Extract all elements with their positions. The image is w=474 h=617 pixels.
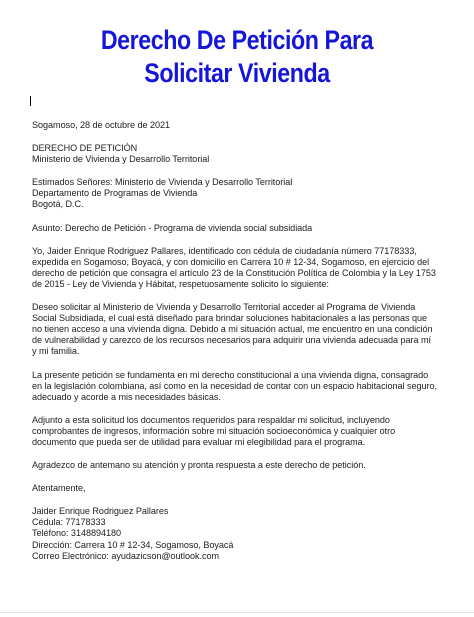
signature-address: Dirección: Carrera 10 # 12-34, Sogamoso, Boyacá <box>32 539 234 550</box>
paragraph-line: La presente petición se fundamenta en mi derecho constitucional a una vivienda digna, consagrado <box>32 369 429 380</box>
salutation-block <box>32 177 452 210</box>
letter-ministry: Ministerio de Vivienda y Desarrollo Territorial <box>32 154 210 165</box>
paragraph-line: en la legislación colombiana, así como en la necesidad de contar con un espacio habitacional seguro, <box>32 380 437 391</box>
title-line-2: Solicitar Vivienda <box>144 58 330 88</box>
salutation-line: Departamento de Programas de Vivienda <box>32 188 198 199</box>
signature-block <box>32 506 452 561</box>
paragraph-line: adecuado y acorde a mis necesidades básicas. <box>32 391 221 402</box>
paragraph-line: Social Subsidiada, el cual está diseñado para brindar soluciones habitacionales a las personas que <box>32 313 427 324</box>
signature-phone: Teléfono: 3148894180 <box>32 528 122 539</box>
paragraph-2 <box>32 302 452 357</box>
paragraph-line: de vulnerabilidad y carezco de los recursos necesarios para adquirir una vivienda adecuada para mí <box>32 335 431 346</box>
paragraph-1 <box>32 246 452 290</box>
salutation-line: Estimados Señores: Ministerio de Vivienda y Desarrollo Territorial <box>32 177 293 188</box>
paragraph-line: de 2015 - Ley de Vivienda y Hábitat, respetuosamente solicito lo siguiente: <box>32 278 329 289</box>
letter-body[interactable] <box>32 120 452 562</box>
paragraph-line: Deseo solicitar al Ministerio de Vivienda y Desarrollo Territorial acceder al Programa de Vivienda <box>32 302 416 313</box>
salutation-line: Bogotá, D.C. <box>32 199 84 210</box>
letter-heading: DERECHO DE PETICIÓN <box>32 143 138 154</box>
paragraph-line: y mi familia. <box>32 346 80 357</box>
signature-email: Correo Electrónico: ayudazicson@outlook.com <box>32 550 220 561</box>
letter-closing: Atentamente, <box>32 483 86 494</box>
paragraph-line: Yo, Jaider Enrique Rodriguez Pallares, identificado con cédula de ciudadanía número 77178333, <box>32 245 417 256</box>
paragraph-line: no tienen acceso a una vivienda digna. Debido a mi situación actual, me encuentro en una condición <box>32 324 433 335</box>
paragraph-line: expedida en Sogamoso, Boyacá, y con domicilio en Carrera 10 # 12-34, Sogamoso, en ejercicio del <box>32 256 430 267</box>
title-line-1: Derecho De Petición Para <box>100 25 374 55</box>
paragraph-line: documento que pueda ser de utilidad para evaluar mi elegibilidad para el programa. <box>32 436 366 447</box>
text-cursor[interactable] <box>30 96 31 106</box>
letter-date: Sogamoso, 28 de octubre de 2021 <box>32 120 170 130</box>
signature-id: Cédula: 77178333 <box>32 517 106 528</box>
document-title <box>33 24 441 90</box>
paragraph-5: Agradezco de antemano su atención y pronta respuesta a este derecho de petición. <box>32 460 366 471</box>
paragraph-line: derecho de petición que consagra el artículo 23 de la Constitución Política de Colombia y la Ley 1753 <box>32 267 436 278</box>
paragraph-line: comprobantes de ingresos, información sobre mi situación socioeconómica y cualquier otro <box>32 425 396 436</box>
page-bottom-divider <box>0 612 474 613</box>
paragraph-3 <box>32 370 452 403</box>
letter-subject: Asunto: Derecho de Petición - Programa de vivienda social subsidiada <box>32 222 313 233</box>
signature-name: Jaider Enrique Rodriguez Pallares <box>32 506 169 517</box>
paragraph-line: Adjunto a esta solicitud los documentos requeridos para respaldar mi solicitud, incluyendo <box>32 414 390 425</box>
paragraph-4 <box>32 415 452 448</box>
